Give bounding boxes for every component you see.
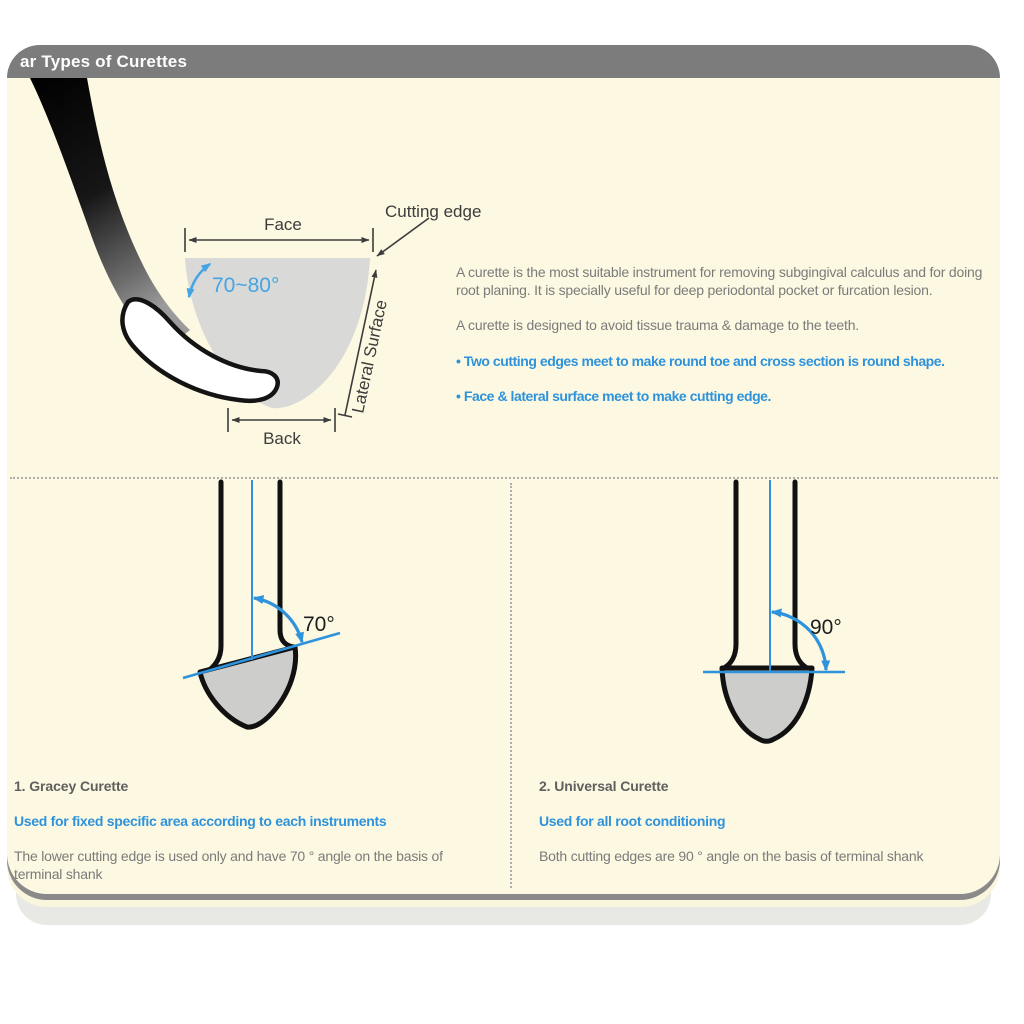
angle-range-label: 70~80° xyxy=(212,274,280,297)
face-label: Face xyxy=(264,215,302,234)
universal-curette-diagram xyxy=(650,478,930,768)
cutting-edge-label: Cutting edge xyxy=(385,202,482,221)
cutting-edge-pointer xyxy=(377,218,429,256)
page-title: ar Types of Curettes xyxy=(20,52,188,71)
gracey-desc: The lower cutting edge is used only and have 70 ° angle on the basis of terminal shank xyxy=(14,848,443,882)
description-bullet-2: • Face & lateral surface meet to make cutting edge. xyxy=(456,388,771,404)
description-paragraph-1: A curette is the most suitable instrument for removing subgingival calculus and for doing root planing. It is specially useful for deep periodontal pocket or furcation lesion. xyxy=(456,264,983,298)
gracey-curette-diagram xyxy=(150,478,430,768)
gracey-angle-label: 70° xyxy=(303,613,335,636)
universal-desc: Both cutting edges are 90 ° angle on the basis of terminal shank xyxy=(539,848,924,864)
curette-description xyxy=(456,264,1004,424)
universal-shank xyxy=(724,482,807,668)
gracey-shank xyxy=(205,482,294,673)
universal-use: Used for all root conditioning xyxy=(539,813,726,829)
universal-angle-lines xyxy=(703,480,845,672)
gracey-text-block xyxy=(14,778,492,888)
header-bar xyxy=(7,45,1000,78)
description-bullet-1: • Two cutting edges meet to make round toe and cross section is round shape. xyxy=(456,352,945,369)
description-paragraph-2: A curette is designed to avoid tissue trauma & damage to the teeth. xyxy=(456,317,859,333)
universal-angle-label: 90° xyxy=(810,616,842,639)
gracey-angle-lines xyxy=(183,480,340,678)
gracey-title: 1. Gracey Curette xyxy=(14,778,129,794)
lateral-surface-label: Lateral Surface xyxy=(348,298,391,415)
curette-handle xyxy=(30,78,190,352)
universal-title: 2. Universal Curette xyxy=(539,778,669,794)
gracey-use: Used for fixed specific area according to each instruments xyxy=(14,813,387,829)
universal-text-block xyxy=(539,778,989,888)
universal-blade xyxy=(722,668,812,741)
vertical-divider xyxy=(510,483,512,888)
back-label: Back xyxy=(263,429,301,448)
